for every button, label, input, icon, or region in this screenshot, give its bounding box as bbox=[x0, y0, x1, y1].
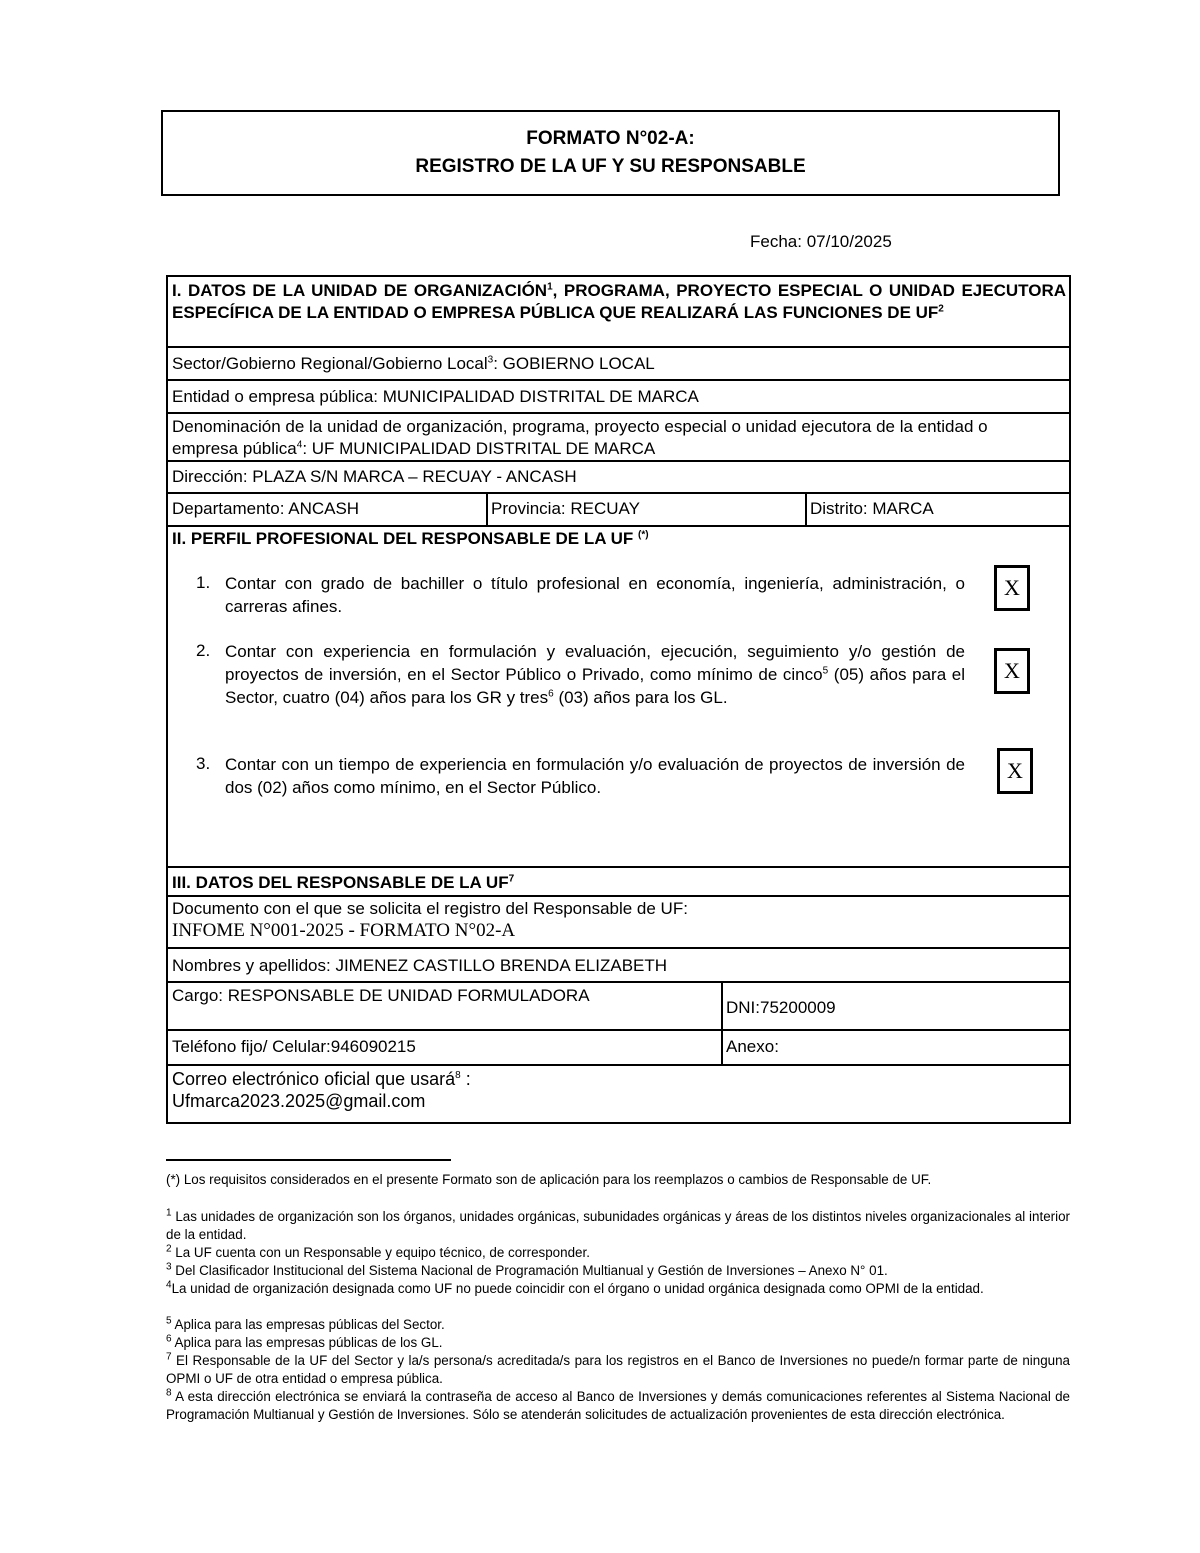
departamento-cell: Departamento: ANCASH bbox=[172, 499, 360, 518]
requirement-1-number: 1. bbox=[196, 573, 211, 592]
ubicacion-row bbox=[168, 494, 1069, 527]
documento-label: Documento con el que se solicita el registro del Responsable de UF: bbox=[172, 899, 688, 918]
sector-row bbox=[168, 348, 1069, 381]
requirement-1-checkbox[interactable]: X bbox=[994, 565, 1030, 611]
footnote-7 bbox=[166, 1352, 1070, 1388]
footnote-2 bbox=[166, 1244, 1070, 1262]
footnote-2-text: La UF cuenta con un Responsable y equipo técnico, de corresponder. bbox=[171, 1245, 590, 1260]
footnote-7-num: 7 bbox=[166, 1351, 172, 1363]
footnote-3-text: Del Clasificador Institucional del Sistema Nacional de Programación Multianual y Gestión de Inversiones – Anexo N° 01. bbox=[171, 1263, 888, 1278]
footnote-6-num: 6 bbox=[166, 1333, 172, 1345]
telefono-cell: Teléfono fijo/ Celular:946090215 bbox=[172, 1037, 416, 1056]
section1-heading-text-b: , PROGRAMA, PROYECTO ESPECIAL O UNIDAD EJECUTORA ESPECÍFICA DE LA ENTIDAD O EMPRESA PÚBLICA QUE REALIZARÁ LAS FUNCIONES DE UF bbox=[172, 281, 1067, 322]
direccion-text: Dirección: PLAZA S/N MARCA – RECUAY - ANCASH bbox=[172, 467, 577, 486]
form-title-box bbox=[161, 110, 1060, 196]
requirement-1-text: Contar con grado de bachiller o título profesional en economía, ingeniería, administración, o carreras afines. bbox=[225, 574, 965, 616]
footnote-ref-5: 5 bbox=[822, 665, 829, 677]
footnote-ref-3: 3 bbox=[487, 354, 494, 366]
anexo-cell: Anexo: bbox=[726, 1037, 779, 1056]
documento-row bbox=[168, 897, 1069, 949]
footnote-7-text: El Responsable de la UF del Sector y la/s persona/s acreditada/s para los registros en el Banco de Inversiones no puede/n formar parte de ninguna OPMI o UF de otra entidad o empresa pública. bbox=[166, 1353, 1070, 1386]
section2-block bbox=[168, 527, 1069, 868]
footnote-5-num: 5 bbox=[166, 1315, 172, 1327]
footnote-5-text: Aplica para las empresas públicas del Sector. bbox=[171, 1317, 445, 1332]
footnote-6-text: Aplica para las empresas públicas de los GL. bbox=[171, 1335, 443, 1350]
footnote-ref-6: 6 bbox=[548, 688, 554, 700]
footnote-8-text: A esta dirección electrónica se enviará la contraseña de acceso al Banco de Inversiones y demás comunicaciones referentes al Sistema Nacional de Programación Multianual y Gestión de Inversiones. Sólo se atenderán solicitudes de actualización provenientes de esta dirección electrónica. bbox=[166, 1389, 1070, 1422]
footnote-4-num: 4 bbox=[166, 1279, 172, 1291]
date-field: Fecha: 07/10/2025 bbox=[750, 232, 892, 251]
footnote-ref-2: 2 bbox=[938, 303, 944, 315]
direccion-row bbox=[168, 462, 1069, 494]
section1-heading-text-a: I. DATOS DE LA UNIDAD DE ORGANIZACIÓN bbox=[172, 281, 548, 300]
footnote-3-num: 3 bbox=[166, 1261, 172, 1273]
requirement-3-number: 3. bbox=[196, 754, 211, 773]
footnote-ref-4: 4 bbox=[296, 439, 303, 451]
form-table bbox=[166, 275, 1071, 1124]
footnote-1-text: Las unidades de organización son los órganos, unidades orgánicas, subunidades orgánicas y áreas de los distintos niveles organizacionales al interior de la entidad. bbox=[166, 1209, 1070, 1242]
requirement-2-text bbox=[225, 640, 965, 709]
footnote-4-text: La unidad de organización designada como UF no puede coincidir con el órgano o unidad orgánica designada como OPMI de la entidad. bbox=[171, 1281, 984, 1296]
correo-colon: : bbox=[460, 1069, 471, 1089]
footnote-5 bbox=[166, 1316, 1070, 1334]
denominacion-row bbox=[168, 414, 1069, 462]
requirement-2-text-a: Contar con experiencia en formulación y evaluación, ejecución, seguimiento y/o gestión de proyectos de inversión, en el Sector Público o Privado, como mínimo de cinco bbox=[225, 642, 965, 684]
denominacion-value: : UF MUNICIPALIDAD DISTRITAL DE MARCA bbox=[302, 439, 656, 458]
provincia-cell: Provincia: RECUAY bbox=[491, 499, 640, 518]
footnote-8 bbox=[166, 1388, 1070, 1424]
requirement-2-text-c: (03) años para los GL. bbox=[553, 688, 728, 707]
correo-value: Ufmarca2023.2025@gmail.com bbox=[172, 1091, 426, 1111]
footnote-2-num: 2 bbox=[166, 1243, 172, 1255]
section1-heading bbox=[168, 277, 1069, 348]
requirement-2-text-b: (05) años para el Sector, cuatro (04) años para los GR y tres bbox=[225, 665, 965, 707]
footnote-star: (*) Los requisitos considerados en el presente Formato son de aplicación para los reemplazos o cambios de Responsable de UF. bbox=[166, 1172, 932, 1187]
footnote-1 bbox=[166, 1208, 1070, 1244]
requirement-2-number: 2. bbox=[196, 641, 211, 660]
form-title-line1: FORMATO N°02-A: bbox=[526, 128, 695, 149]
section3-heading-text: III. DATOS DEL RESPONSABLE DE LA UF bbox=[172, 873, 509, 892]
footnote-ref-8: 8 bbox=[455, 1070, 461, 1081]
entidad-row bbox=[168, 381, 1069, 414]
correo-label: Correo electrónico oficial que usará bbox=[172, 1069, 456, 1089]
requirement-3-text: Contar con un tiempo de experiencia en formulación y/o evaluación de proyectos de inversión de dos (02) años como mínimo, en el Sector Público. bbox=[225, 755, 965, 797]
footnote-ref-7: 7 bbox=[508, 873, 515, 885]
requirement-3-checkbox[interactable]: X bbox=[997, 748, 1033, 794]
correo-label-line bbox=[172, 1068, 1069, 1090]
sector-value: : GOBIERNO LOCAL bbox=[493, 354, 655, 373]
footnote-separator bbox=[166, 1159, 451, 1161]
nombres-text: Nombres y apellidos: JIMENEZ CASTILLO BRENDA ELIZABETH bbox=[172, 956, 668, 975]
footnote-6 bbox=[166, 1334, 1070, 1352]
footnote-3 bbox=[166, 1262, 1070, 1280]
footnote-1-num: 1 bbox=[166, 1207, 172, 1219]
requirement-2-checkbox[interactable]: X bbox=[994, 648, 1030, 694]
cargo-cell: Cargo: RESPONSABLE DE UNIDAD FORMULADORA bbox=[172, 986, 590, 1005]
telefono-row bbox=[168, 1031, 1069, 1066]
section2-heading-text: II. PERFIL PROFESIONAL DEL RESPONSABLE DE LA UF bbox=[172, 529, 638, 548]
distrito-cell: Distrito: MARCA bbox=[810, 499, 934, 518]
footnote-8-num: 8 bbox=[166, 1387, 172, 1399]
form-title-line2: REGISTRO DE LA UF Y SU RESPONSABLE bbox=[415, 156, 806, 177]
entidad-text: Entidad o empresa pública: MUNICIPALIDAD DISTRITAL DE MARCA bbox=[172, 387, 699, 406]
documento-value: INFOME N°001-2025 - FORMATO N°02-A bbox=[172, 920, 516, 941]
dni-cell: DNI:75200009 bbox=[726, 998, 836, 1017]
nombres-row bbox=[168, 949, 1069, 983]
denominacion-label: Denominación de la unidad de organización, programa, proyecto especial o unidad ejecutora de la entidad o empresa pública bbox=[172, 417, 988, 458]
correo-row bbox=[168, 1066, 1069, 1122]
footnote-ref-1: 1 bbox=[547, 281, 553, 293]
section2-heading bbox=[172, 528, 649, 550]
cargo-row bbox=[168, 983, 1069, 1031]
footnote-ref-star: (*) bbox=[637, 529, 649, 541]
footnote-4 bbox=[166, 1280, 1070, 1298]
sector-label: Sector/Gobierno Regional/Gobierno Local bbox=[172, 354, 488, 373]
section3-heading bbox=[168, 868, 1069, 897]
